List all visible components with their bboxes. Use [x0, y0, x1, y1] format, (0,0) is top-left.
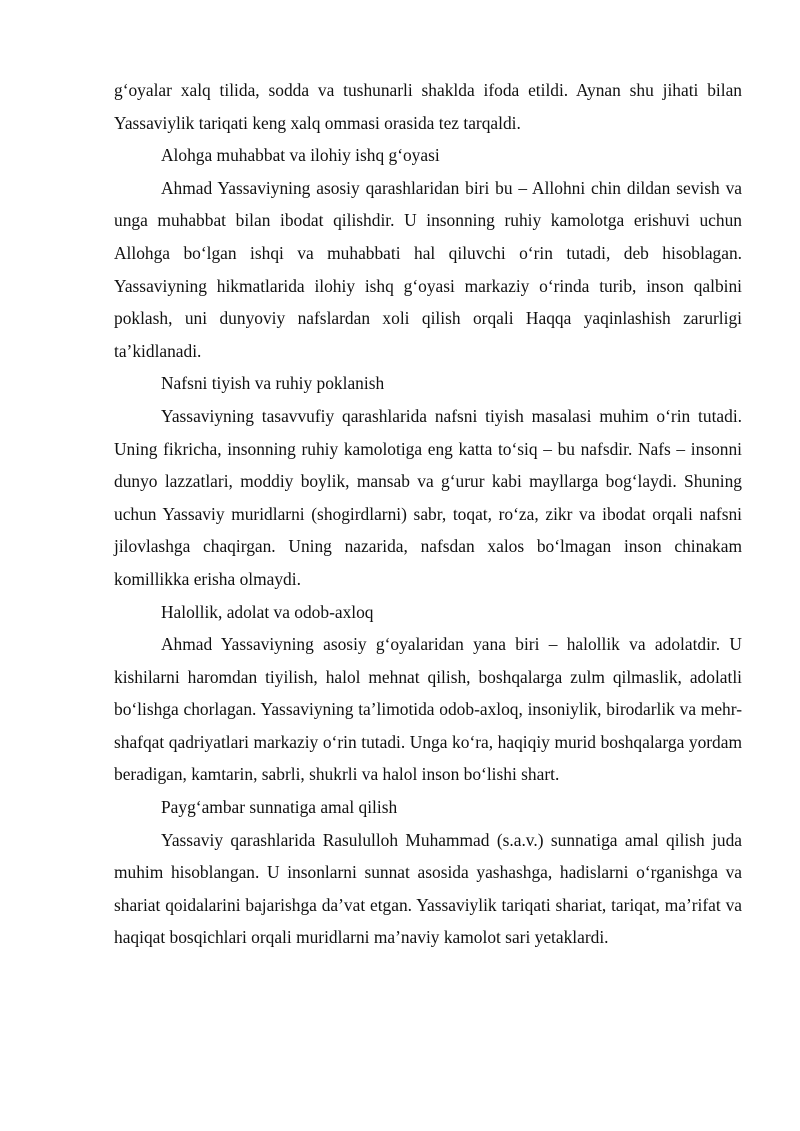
paragraph-divine-love: Ahmad Yassaviyning asosiy qarashlaridan biri bu – Allohni chin dildan sevish va unga muhabbat bilan ibodat qilishdir. U insonning ruhiy kamolotga erishuvi uchun Allohga bo‘lgan ishqi va muhabbati hal qiluvchi o‘rin tutadi, deb hisoblagan. Yassaviyning hikmatlarida ilohiy ishq g‘oyasi markaziy o‘rinda turib, inson qalbini poklash, uni dunyoviy nafslardan xoli qilish orqali Haqqa yaqinlashish zarurligi ta’kidlanadi. — [114, 177, 742, 361]
paragraph-nafs: Yassaviyning tasavvufiy qarashlarida nafsni tiyish masalasi muhim o‘rin tutadi. Uning fikricha, insonning ruhiy kamolotiga eng katta to‘siq – bu nafsdir. Nafs – insonni dunyo lazzatlari, moddiy boylik, mansab va g‘urur kabi mayllarga bog‘laydi. Shuning uchun Yassaviy muridlarni (shogirdlarni) sabr, toqat, ro‘za, zikr va ibodat orqali nafsni jilovlashga chaqirgan. Uning nazarida, nafsdan xalos bo‘lmagan inson chinakam komillikka erisha olmaydi. — [114, 405, 742, 589]
section-heading-divine-love: Alohga muhabbat va ilohiy ishq g‘oyasi — [161, 145, 440, 166]
paragraph-honesty: Ahmad Yassaviyning asosiy g‘oyalaridan yana biri – halollik va adolatdir. U kishilarni haromdan tiyilish, halol mehnat qilish, boshqalarga zulm qilmaslik, adolatli bo‘lishga chorlagan. Yassaviyning ta’limotida odob-axloq, insoniylik, birodarlik va mehr-shafqat qadriyatlari markaziy o‘rin tutadi. Unga ko‘ra, haqiqiy murid boshqalarga yordam beradigan, kamtarin, sabrli, shukrli va halol inson bo‘lishi shart. — [114, 634, 742, 785]
section-heading-nafs: Nafsni tiyish va ruhiy poklanish — [161, 373, 385, 394]
paragraph-continuation: g‘oyalar xalq tilida, sodda va tushunarli shaklda ifoda etildi. Aynan shu jihati bilan Yassaviylik tariqati keng xalq ommasi orasida tez tarqaldi. — [114, 80, 742, 133]
document-page — [114, 74, 742, 954]
paragraph-sunnah: Yassaviy qarashlarida Rasululloh Muhammad (s.a.v.) sunnatiga amal qilish juda muhim hisoblangan. U insonlarni sunnat asosida yashashga, hadislarni o‘rganishga va shariat qoidalarini bajarishga da’vat etgan. Yassaviylik tariqati shariat, tariqat, ma’rifat va haqiqat bosqichlari orqali muridlarni ma’naviy kamolot sari yetaklardi. — [114, 829, 742, 948]
section-heading-honesty: Halollik, adolat va odob-axloq — [161, 601, 374, 622]
section-heading-sunnah: Payg‘ambar sunnatiga amal qilish — [161, 797, 398, 818]
